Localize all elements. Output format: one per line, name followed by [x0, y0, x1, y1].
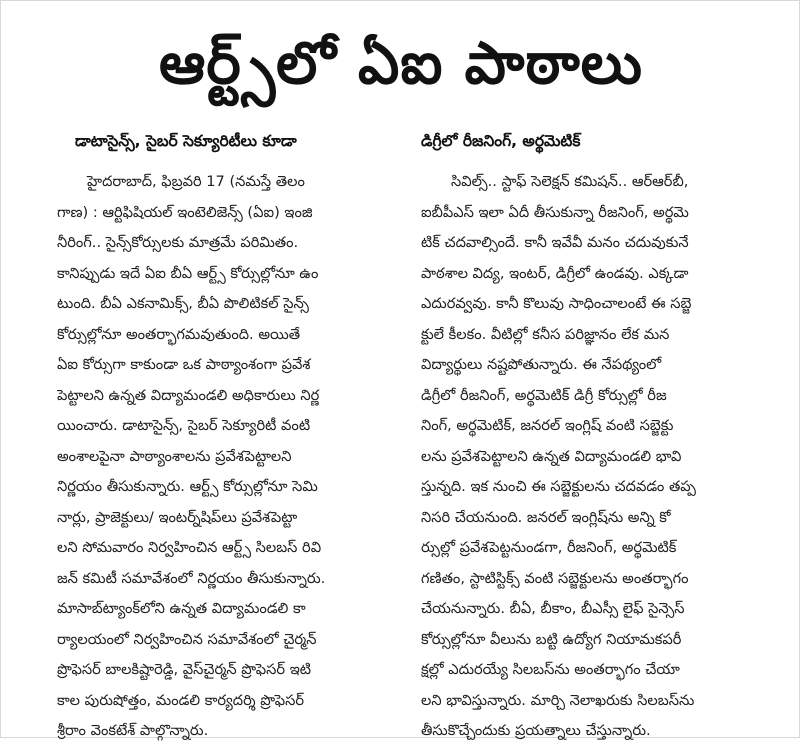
article-line: టిక్‌ చదవాల్సిందే. కానీ ఇవేవీ మనం చదువుకునే — [421, 234, 689, 251]
article-line: కోర్సుల్లోనూ వీలును బట్టి ఉద్యోగ నియామకపరీ — [421, 630, 682, 648]
article-line: కానిప్పుడు ఇదే ఏఐ బీఏ ఆర్ట్స్‌ కోర్సుల్లోనూ ఉం — [57, 264, 319, 282]
article-line: జన్‌ కమిటీ సమావేశంలో నిర్ణయం తీసుకున్నారు. — [57, 569, 326, 587]
article-line: ర్సుల్లో ప్రవేశపెట్టనుండగా, రీజనింగ్‌, అర్థమెటిక్‌ — [421, 539, 677, 556]
headline: ఆర్ట్స్‌లో ఏఐ పాఠాలు — [159, 29, 643, 97]
article-line: క్షల్లో ఎదురయ్యే సిలబస్‌ను అంతర్భాగం చేయా — [421, 661, 680, 678]
article-line: లని సోమవారం నిర్వహించిన ఆర్ట్స్‌ సిలబస్‌ రివి — [57, 539, 322, 556]
left-subheading: డాటాసైన్స్‌, సైబర్‌ సెక్యూరిటీలు కూడా — [75, 132, 297, 150]
article-line: గణితం, స్టాటిస్టిక్స్‌ వంటి సబ్జెక్టులను అంతర్భాగం — [421, 569, 689, 587]
article-line: విద్యార్థులు నష్టపోతున్నారు. ఈ నేపథ్యంలో — [421, 356, 662, 373]
article-line: ఏఐ కోర్సుగా కాకుండా ఒక పాఠ్యాంశంగా ప్రవేశ — [57, 356, 311, 373]
article-line: స్తున్నది. ఇక నుంచి ఈ సబ్జెక్టులను చదవడం తప్ప — [421, 478, 696, 495]
article-line: లను ప్రవేశపెట్టాలని ఉన్నత విద్యామండలి భావి — [421, 447, 682, 465]
article-line: కాల పురుషోత్తం, మండలి కార్యదర్శి ప్రొఫెసర్‌ — [57, 691, 305, 709]
article-line: కోర్సుల్లోనూ అంతర్భాగమవుతుంది. అయితే — [57, 325, 301, 343]
article-line: లని భావిస్తున్నారు. మార్చి నెలాఖరుకు సిలబస్‌ను — [421, 691, 695, 709]
article-line: పాఠశాల విద్య, ఇంటర్‌, డిగ్రీలో ఉండవు. ఎక్కడా — [421, 264, 689, 282]
left-column — [57, 129, 397, 747]
article-line: డిగ్రీలో రీజనింగ్‌, అర్థమెటిక్‌ డిగ్రీ కోర్సుల్లో రీజ — [421, 386, 667, 404]
article-line: నీరింగ్‌.. సైన్స్‌కోర్సులకు మాత్రమే పరిమితం. — [57, 234, 299, 251]
article-line: ఎదురవ్వవు. కానీ కొలువు సాధించాలంటే ఈ సబ్జె — [421, 295, 692, 312]
article-line: నార్లు, ప్రాజెక్టులు/ ఇంటర్న్‌షిప్‌లు ప్రవేశపెట్టా — [57, 508, 298, 526]
article-line: హైదరాబాద్‌, ఫిబ్రవరి 17 (నమస్తే తెలం — [87, 173, 305, 190]
article-line: సివిల్స్‌.. స్టాఫ్‌ సెలెక్షన్‌ కమిషన్‌.. ఆర్‌ఆర్‌బీ, — [451, 173, 689, 190]
article-line: పెట్టాలని ఉన్నత విద్యామండలి అధికారులు నిర్ణ — [57, 386, 320, 404]
article-line: ప్రొఫెసర్‌ బాలకిష్టారెడ్డి, వైస్‌చైర్మన్‌ ప్రొఫెసర్‌ ఇటి — [57, 661, 312, 678]
article-line: నిర్ణయం తీసుకున్నారు. ఆర్ట్స్‌ కోర్సుల్లోనూ సెమి — [57, 478, 318, 495]
article-line: చేయనున్నారు. బీఏ, బీకాం, బీఎస్సీ లైఫ్‌ సైన్సెస్‌ — [421, 600, 685, 617]
right-subheading: డిగ్రీలో రీజనింగ్‌, అర్థమెటిక్‌ — [421, 132, 581, 150]
article-line: టుంది. బీఏ ఎకనామిక్స్‌, బీఏ పొలిటికల్‌ సైన్స్‌ — [57, 295, 309, 312]
right-column — [421, 129, 759, 747]
article-line: శ్రీరాం వెంకటేశ్‌ పాల్గొన్నారు. — [57, 722, 209, 739]
article-line: నిసరి చేయనుంది. జనరల్‌ ఇంగ్లిష్‌ను అన్ని కో — [421, 508, 671, 526]
article-line: గాణ) : ఆర్టిఫిషియల్‌ ఇంటెలిజెన్స్‌ (ఏఐ) ఇంజి — [57, 203, 313, 221]
column-divider — [405, 129, 406, 719]
article-line: ర్యాలయంలో నిర్వహించిన సమావేశంలో చైర్మన్‌ — [57, 630, 317, 648]
article-line: యించారు. డాటాసైన్స్‌, సైబర్‌ సెక్యూరిటీ వంటి — [57, 417, 311, 434]
article-line: తీసుకొచ్చేందుకు ప్రయత్నాలు చేస్తున్నారు. — [421, 722, 651, 739]
left-article-body — [57, 167, 397, 747]
article-line: మాసాబ్‌ట్యాంక్‌లోని ఉన్నత విద్యామండలి కా — [57, 600, 306, 617]
article-line: నింగ్‌, అర్థమెటిక్‌, జనరల్‌ ఇంగ్లిష్‌ వంటి సబ్జెక్టు — [421, 417, 674, 434]
article-line: క్టులే కీలకం. వీటిల్లో కనీస పరిజ్ఞానం లేక మన — [421, 325, 670, 343]
article-line: అంశాలపైనా పాఠ్యాంశాలను ప్రవేశపెట్టాలని — [57, 447, 292, 465]
right-article-body — [421, 167, 759, 747]
article-line: ఐబీపీఎస్‌ ఇలా ఏదీ తీసుకున్నా రీజనింగ్‌, అర్థమె — [421, 203, 689, 221]
